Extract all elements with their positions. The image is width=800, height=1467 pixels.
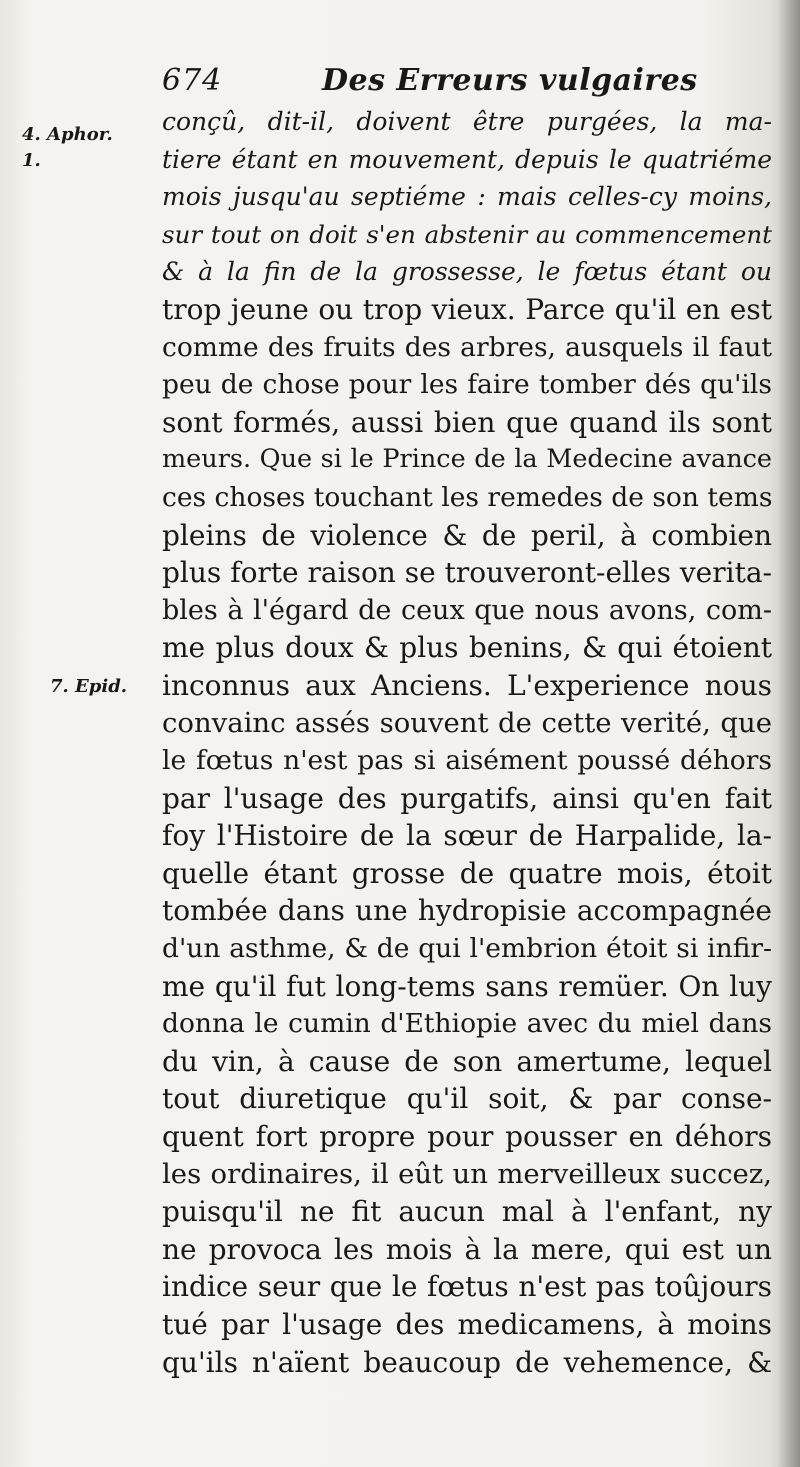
text-line: meurs. Que si le Prince de la Medecine avance (162, 444, 772, 475)
text-line: ces choses touchant les remedes de son tems (162, 481, 772, 513)
text-line: foy l'Histoire de la sœur de Harpalide, la- (162, 819, 772, 853)
text-line: tombée dans une hydropisie accompagnée (162, 894, 772, 928)
text-line: tout diuretique qu'il soit, & par conse- (162, 1082, 772, 1116)
text-line: trop jeune ou trop vieux. Parce qu'il en est (162, 292, 772, 326)
margin-note-epidemics: 7. Epid. (50, 676, 128, 697)
text-line: indice seur que le fœtus n'est pas toûjours (162, 1270, 772, 1304)
text-line: pleins de violence & de peril, à combien (162, 518, 772, 552)
text-line: quelle étant grosse de quatre mois, étoit (162, 856, 772, 890)
text-line: me plus doux & plus benins, & qui étoient (162, 631, 772, 665)
text-line: d'un asthme, & de qui l'embrion étoit si infir- (162, 933, 772, 965)
text-line: peu de chose pour les faire tomber dés qu'ils (162, 369, 772, 401)
page-header (162, 55, 762, 105)
text-line: le fœtus n'est pas si aisément poussé déhors (162, 745, 772, 777)
page-number: 674 (162, 63, 223, 98)
text-line: bles à l'égard de ceux que nous avons, com- (162, 594, 772, 626)
text-line: par l'usage des purgatifs, ainsi qu'en fait (162, 781, 772, 815)
text-line: me qu'il fut long-tems sans remüer. On luy (162, 969, 772, 1003)
text-line: donna le cumin d'Ethiopie avec du miel dans (162, 1008, 772, 1040)
margin-note-aphorism-ref: 4. Aphor. (22, 124, 113, 145)
text-line: qu'ils n'aïent beaucoup de vehemence, & (162, 1345, 772, 1379)
text-line: mois jusqu'au septiéme : mais celles-cy moins, (162, 182, 772, 212)
text-line: conçû, dit-il, doivent être purgées, la ma- (162, 107, 772, 136)
text-line: les ordinaires, il eût un merveilleux succez, (162, 1157, 772, 1190)
text-line: puisqu'il ne fit aucun mal à l'enfant, ny (162, 1195, 772, 1229)
text-line: comme des fruits des arbres, ausquels il faut (162, 331, 772, 363)
text-line: tué par l'usage des medicamens, à moins (162, 1308, 772, 1341)
text-line: convainc assés souvent de cette verité, que (162, 706, 772, 739)
text-line: & à la fin de la grossesse, le fœtus étant ou (162, 257, 772, 287)
text-line: plus forte raison se trouveront-elles verita- (162, 556, 772, 590)
text-line: du vin, à cause de son amertume, lequel (162, 1044, 772, 1078)
margin-note-aphorism-number: 1. (22, 150, 41, 171)
text-line: sont formés, aussi bien que quand ils sont (162, 405, 772, 439)
text-line: tiere étant en mouvement, depuis le quatriéme (162, 144, 772, 174)
text-line: inconnus aux Anciens. L'experience nous (162, 668, 772, 702)
margin-note-aphorism (22, 122, 113, 174)
text-line: quent fort propre pour pousser en déhors (162, 1120, 772, 1154)
page-gutter-shadow (778, 0, 800, 1467)
running-title: Des Erreurs vulgaires (322, 63, 698, 98)
body-text (162, 103, 772, 1381)
text-line: ne provoca les mois à la mere, qui est un (162, 1232, 772, 1266)
text-line: sur tout on doit s'en abstenir au commencement (162, 219, 772, 249)
